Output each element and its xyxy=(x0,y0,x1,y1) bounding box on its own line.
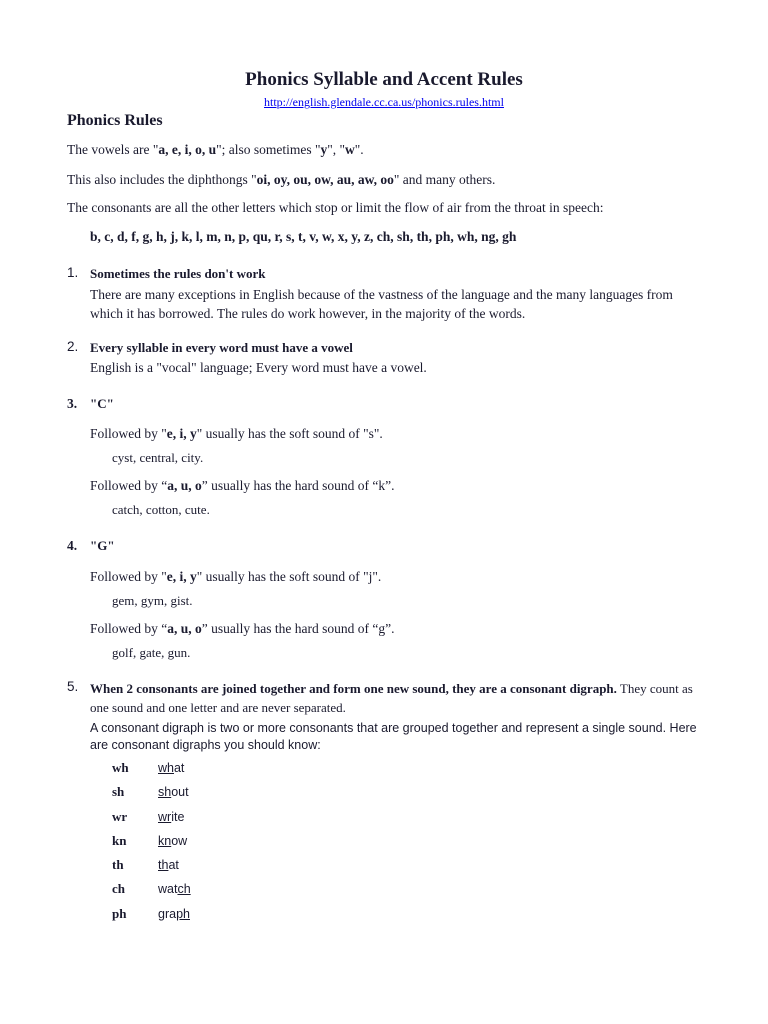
rule-4-hard: Followed by “a, u, o” usually has the hard sound of “g”. xyxy=(90,621,395,636)
rule-5-text: A consonant digraph is two or more consonants that are grouped together and represent a single sound. Here are consonant digraphs you should know: xyxy=(90,721,697,752)
rule-1-title: Sometimes the rules don't work xyxy=(90,266,266,281)
digraph-example: watch xyxy=(158,882,191,896)
source-link[interactable]: http://english.glendale.cc.ca.us/phonics.rules.html xyxy=(264,95,504,109)
digraph-key: th xyxy=(112,857,124,872)
rule-1-text: There are many exceptions in English because of the vastness of the language and the many languages from which it has borrowed. The rules do work however, in the majority of the words. xyxy=(90,287,673,321)
digraph-example: shout xyxy=(158,785,189,799)
rule-3-title: "C" xyxy=(90,396,114,411)
section-heading: Phonics Rules xyxy=(67,112,163,129)
digraph-key: wh xyxy=(112,760,129,775)
rule-5-number: 5. xyxy=(67,679,79,694)
consonants-intro: The consonants are all the other letters which stop or limit the flow of air from the throat in speech: xyxy=(67,200,604,215)
digraph-key: ch xyxy=(112,881,125,896)
diphthongs-paragraph: This also includes the diphthongs "oi, oy, ou, ow, au, aw, oo" and many others. xyxy=(67,172,496,187)
rule-2-number: 2. xyxy=(67,339,79,354)
vowels-paragraph: The vowels are "a, e, i, o, u"; also sometimes "y", "w". xyxy=(67,142,364,157)
rule-4-hard-examples: golf, gate, gun. xyxy=(112,645,191,660)
rule-3-soft-examples: cyst, central, city. xyxy=(112,450,204,465)
digraph-example: that xyxy=(158,858,179,872)
document-title: Phonics Syllable and Accent Rules xyxy=(245,69,523,90)
digraph-key: ph xyxy=(112,906,127,921)
rule-2-text: English is a "vocal" language; Every word must have a vowel. xyxy=(90,360,427,375)
rule-3-number: 3. xyxy=(67,396,78,411)
rule-3-hard-examples: catch, cotton, cute. xyxy=(112,502,210,517)
rule-2-title: Every syllable in every word must have a vowel xyxy=(90,340,353,355)
rule-3-soft: Followed by "e, i, y" usually has the soft sound of "s". xyxy=(90,426,383,441)
digraph-example: what xyxy=(158,761,185,775)
digraph-key: sh xyxy=(112,784,125,799)
rule-4-number: 4. xyxy=(67,538,78,553)
rule-4-title: "G" xyxy=(90,538,115,553)
consonants-list: b, c, d, f, g, h, j, k, l, m, n, p, qu, r, s, t, v, w, x, y, z, ch, sh, th, ph, wh, ng, gh xyxy=(90,229,517,244)
rule-4-soft: Followed by "e, i, y" usually has the soft sound of "j". xyxy=(90,569,382,584)
rule-1-number: 1. xyxy=(67,265,79,280)
rule-4-soft-examples: gem, gym, gist. xyxy=(112,593,193,608)
rule-3-hard: Followed by “a, u, o” usually has the hard sound of “k”. xyxy=(90,478,395,493)
digraph-example: graph xyxy=(158,907,190,921)
rule-5-heading: When 2 consonants are joined together and form one new sound, they are a consonant digraph. They count as one sound and one letter and are never separated. xyxy=(90,681,693,715)
digraph-example: know xyxy=(158,834,188,848)
digraph-key: wr xyxy=(112,809,128,824)
digraph-key: kn xyxy=(112,833,127,848)
digraph-example: write xyxy=(158,810,185,824)
